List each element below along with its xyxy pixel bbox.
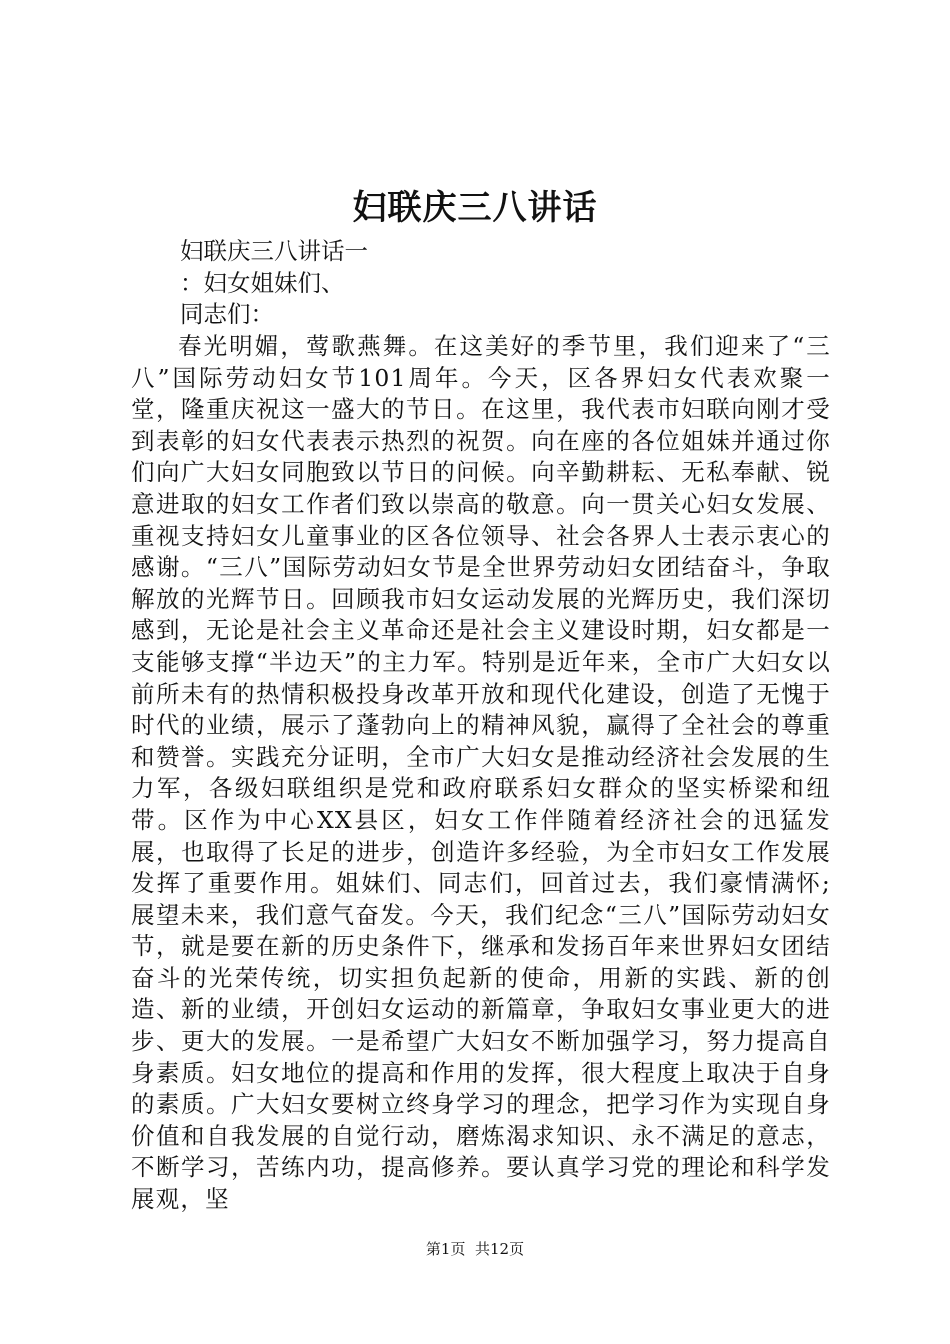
document-title: 妇联庆三八讲话 <box>352 188 598 228</box>
footer-gap <box>465 1240 475 1258</box>
body-paragraph: 春光明媚，莺歌燕舞。在这美好的季节里，我们迎来了“三八”国际劳动妇女节101周年。今天，区各界妇女代表欢聚一堂，隆重庆祝这一盛大的节日。在这里，我代表市妇联向刚才受到表彰的妇女代表表示热烈的祝贺。向在座的各位姐妹并通过你们向广大妇女同胞致以节日的问候。向辛勤耕耘、无私奉献、锐意进取的妇女工作者们致以崇高的敬意。向一贯关心妇女发展、重视支持妇女儿童事业的区各位领导、社会各界人士表示衷心的感谢。“三八”国际劳动妇女节是全世界劳动妇女团结奋斗，争取解放的光辉节日。回顾我市妇女运动发展的光辉历史，我们深切感到，无论是社会主义革命还是社会主义建设时期，妇女都是一支能够支撑“半边天”的主力军。特别是近年来，全市广大妇女以前所未有的热情积极投身改革开放和现代化建设，创造了无愧于时代的业绩，展示了蓬勃向上的精神风貌，赢得了全社会的尊重和赞誉。实践充分证明，全市广大妇女是推动经济社会发展的生力军，各级妇联组织是党和政府联系妇女群众的坚实桥梁和纽带。区作为中心XX县区，妇女工作伴随着经济社会的迅猛发展，也取得了长足的进步，创造许多经验，为全市妇女工作发展发挥了重要作用。姐妹们、同志们，回首过去，我们豪情满怀;展望未来，我们意气奋发。今天，我们纪念“三八”国际劳动妇女节，就是要在新的历史条件下，继承和发扬百年来世界妇女团结奋斗的光荣传统，切实担负起新的使命，用新的实践、新的创造、新的业绩，开创妇女运动的新篇章，争取妇女事业更大的进步、更大的发展。一是希望广大妇女不断加强学习，努力提高自身素质。妇女地位的提高和作用的发挥，很大程度上取决于自身的素质。广大妇女要树立终身学习的理念，把学习作为实现自身价值和自我发展的自觉行动，磨炼渴求知识、永不满足的意志，不断学习，苦练内功，提高修养。要认真学习党的理论和科学发展观，坚 <box>131 332 831 1214</box>
salutation-line-2: 同志们： <box>180 300 274 329</box>
heading-block <box>180 236 820 331</box>
total-pages: 共12页 <box>475 1240 525 1258</box>
document-subtitle: 妇联庆三八讲话一 <box>180 237 368 265</box>
page-number: 第1页 <box>425 1240 466 1258</box>
page-footer <box>0 1238 950 1260</box>
salutation-line-1: ：妇女姐妹们、 <box>180 268 345 297</box>
